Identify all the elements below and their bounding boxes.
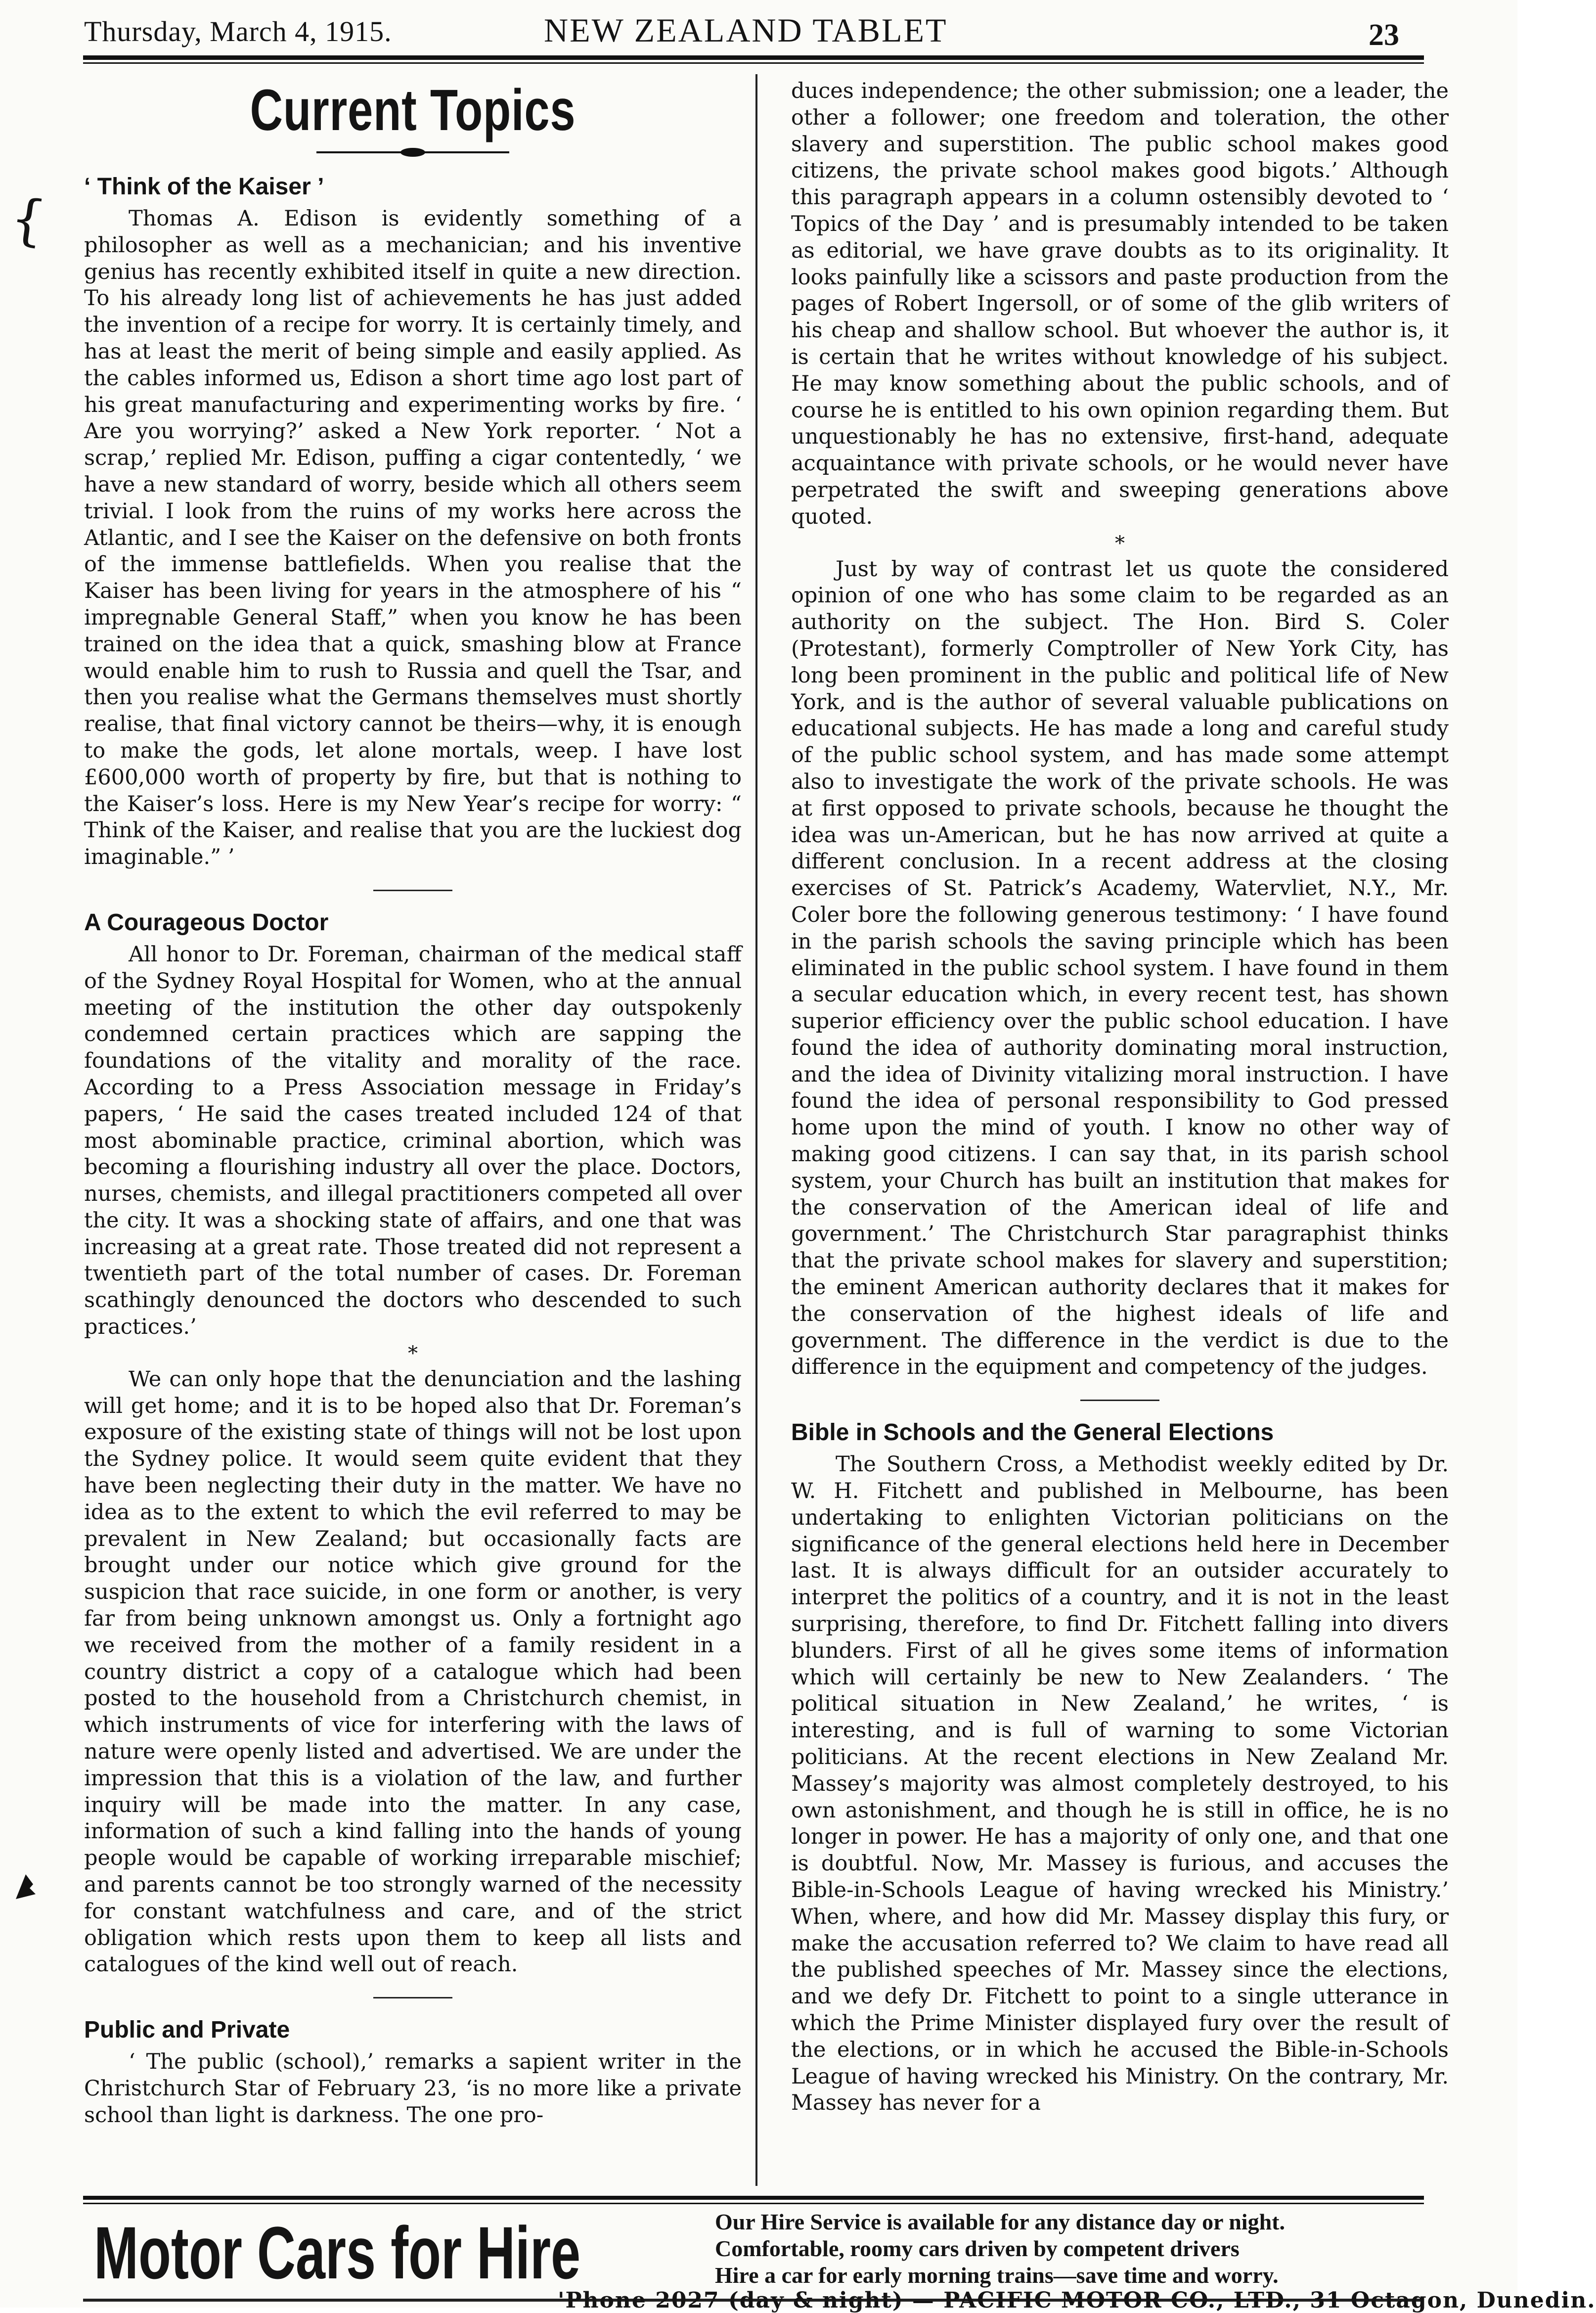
issue-date: Thursday, March 4, 1915. xyxy=(84,15,392,47)
page-number: 23 xyxy=(1369,18,1399,52)
star-separator: * xyxy=(1115,532,1125,555)
left-column xyxy=(84,74,742,2129)
margin-pointer-icon xyxy=(11,1864,41,1904)
star-separator: * xyxy=(408,1342,418,1365)
heading-public-and-private: Public and Private xyxy=(84,2017,290,2043)
right-column xyxy=(791,78,1449,2117)
article-paragraph-continued: duces independence; the other submission; one a leader, the other a follower; one freedom and toleration, the other slavery and superstition. The public school makes good citizens, the private school makes good bigots.’ Although this paragraph appears in a column ostensibly devoted to ‘ Topics of the Day ’ and is presumably intended to be taken as editorial, we have grave doubts as to its originality. It looks painfully like a scissors and paste production from the pages of Robert Ingersoll, or of some of the glib writers of his cheap and shallow school. But whoever the author is, it is certain that he writes without knowledge of his subject. He may know something about the public schools, and of course he is entitled to his own opinion regarding them. But unquestionably he has no extensive, first-hand, adequate acquaintance with private schools, or he would never have perpetrated the swift and sweeping generations above quoted. xyxy=(791,79,1449,529)
header-rule-thick xyxy=(83,55,1424,60)
margin-brace-mark: { xyxy=(6,185,50,254)
heading-a-courageous-doctor: A Courageous Doctor xyxy=(84,909,329,936)
section-separator xyxy=(373,1997,452,1998)
advert-line: Comfortable, roomy cars driven by competent drivers xyxy=(715,2236,1240,2261)
section-separator xyxy=(373,890,452,891)
advert-footer-text: 'Phone 2027 (day & night) — PACIFIC MOTOR CO., LTD., 31 Octagon, Dunedin. xyxy=(558,2288,1596,2313)
article-paragraph: All honor to Dr. Foreman, chairman of the medical staff of the Sydney Royal Hospital for Women, who at the annual meeting of the institution the other day outspokenly condemned certain practices which are sapping the foundations of the vitality and morality of the race. According to a Press Association message in Friday’s papers, ‘ He said the cases treated included 124 of that most abominable practice, criminal abortion, which was becoming a flourishing industry all over the place. Doctors, nurses, chemists, and illegal practitioners competed all over the city. It was a shocking state of affairs, and one that was increasing at a great rate. Those treated did not represent a twentieth part of the total number of cases. Dr. Foreman scathingly denounced the doctors who descended to such practices.’ xyxy=(84,942,742,1340)
advert-line: Hire a car for early morning trains—save time and worry. xyxy=(715,2263,1279,2288)
title-ornament xyxy=(84,142,742,162)
section-separator xyxy=(1080,1400,1159,1401)
publication-title: NEW ZEALAND TABLET xyxy=(544,11,948,49)
advert-footer xyxy=(83,2288,1596,2313)
article-paragraph: We can only hope that the denunciation and the lashing will get home; and it is to be hoped also that Dr. Foreman’s exposure of the existing state of things will not be lost upon the Sydney police. It would seem quite evident that they have been neglecting their duty in the matter. We have no idea as to the extent to which the evil referred to may be prevalent in New Zealand; but occasionally facts are brought under our notice which give ground for the suspicion that race suicide, in one form or another, is very far from being unknown amongst us. Only a fortnight ago we received from the mother of a family resident in a country district a copy of a catalogue which had been posted to the household from a Christchurch chemist, in which instruments of vice for interfering with the laws of nature were openly listed and advertised. We are under the impression that this is a violation of the law, and further inquiry will be made into the matter. In any case, information of such a kind falling into the hands of young people would be capable of working irreparable mischief; and parents cannot be too strongly warned of the necessity for constant watchfulness and care, and of the strict obligation which rests upon them to keep all lists and catalogues of the kind well out of reach. xyxy=(84,1366,742,1977)
column-divider xyxy=(755,74,757,2186)
advert-text xyxy=(715,2209,1427,2289)
article-paragraph: ‘ The public (school),’ remarks a sapient writer in the Christchurch Star of February 23, ‘is no more like a private school than light is darkness. The one pro- xyxy=(84,2049,742,2128)
heading-bible-in-schools: Bible in Schools and the General Elections xyxy=(791,1419,1274,1446)
advert-headline: Motor Cars for Hire xyxy=(94,2211,581,2294)
article-paragraph: Thomas A. Edison is evidently something of a philosopher as well as a mechanician; and his inventive genius has recently exhibited itself in quite a new direction. To his already long list of achievements he has just added the invention of a recipe for worry. It is certainly timely, and has at least the merit of being simple and easily applied. As the cables informed us, Edison a short time ago lost part of his great manufacturing and experimenting works by fire. ‘ Are you worrying?’ asked a New York reporter. ‘ Not a scrap,’ replied Mr. Edison, puffing a cigar contentedly, ‘ we have a new standard of worry, beside which all others seem trivial. I look from the ruins of my works here across the Atlantic, and I see the Kaiser on the defensive on both fronts of the immense battlefields. When you realise that the Kaiser has been living for years in the atmosphere of his “ impregnable General Staff,” when you know he has been trained on the idea that a quick, smashing blow at France would enable him to rush to Russia and quell the Tsar, and then you realise what the Germans themselves must shortly realise, that final victory cannot be theirs—why, it is enough to make the gods, let alone mortals, weep. I have lost £600,000 worth of property by fire, but that is nothing to the Kaiser’s loss. Here is my New Year’s recipe for worry: “ Think of the Kaiser, and realise that you are the luckiest dog imaginable.” ’ xyxy=(84,206,742,870)
page-header xyxy=(84,11,1399,55)
advert-line: Our Hire Service is available for any distance day or night. xyxy=(715,2209,1285,2234)
article-paragraph: The Southern Cross, a Methodist weekly edited by Dr. W. H. Fitchett and published in Melbourne, has been undertaking to enlighten Victorian politicians on the significance of the general elections held here in December last. It is always difficult for an outsider accurately to interpret the politics of a country, and it is not in the least surprising, therefore, to find Dr. Fitchett falling into divers blunders. First of all he gives some items of information which will certainly be new to New Zealanders. ‘ The political situation in New Zealand,’ he writes, ‘ is interesting, and is full of warning to some Victorian politicians. At the recent elections in New Zealand Mr. Massey’s majority was almost completely destroyed, to his own astonishment, and though he is still in office, he is no longer in power. He has a majority of only one, and that one is doubtful. Now, Mr. Massey is furious, and accuses the Bible-in-Schools League of having wrecked his Ministry.’ When, where, and how did Mr. Massey display this fury, or make the accusation referred to? We claim to have read all the published speeches of Mr. Massey since the elections, and we defy Dr. Fitchett to point to a single utterance in which the Prime Minister displayed fury over the result of the elections, or in which he accused the Bible-in-Schools League of having wrecked his Ministry. On the contrary, Mr. Massey has never for a xyxy=(791,1452,1449,2116)
article-paragraph: Just by way of contrast let us quote the considered opinion of one who has some claim to be regarded as an authority on the subject. The Hon. Bird S. Coler (Protestant), formerly Comptroller of New York City, has long been prominent in the public and political life of New York, and is the author of several valuable publications on educational subjects. He has made a long and careful study of the public school system, and has made some attempt also to investigate the work of the private schools. He was at first opposed to private schools, because he thought the idea was un-American, but he has now arrived at quite a different conclusion. In a recent address at the closing exercises of St. Patrick’s Academy, Watervliet, N.Y., Mr. Coler bore the following generous testimony: ‘ I have found in the parish schools the saving principle which has been eliminated in the public school system. I have found in them a secular education which, in every recent test, has shown superior efficiency over the public school education. I have found the idea of authority dominating moral instruction, and the idea of Divinity vitalizing moral instruction. I have found the idea of personal responsibility to God pressed home upon the mind of youth. I know no other way of making good citizens. I can say that, in its parish school system, your Church has built an institution that makes for the conservation of the American ideal of life and government.’ The Christchurch Star paragraphist thinks that the private school makes for slavery and superstition; the eminent American authority declares that it makes for the conservation of the highest ideals of life and government. The difference in the verdict is due to the difference in the equipment and competency of the judges. xyxy=(791,556,1449,1380)
page-title: Current Topics xyxy=(250,78,576,143)
heading-think-of-the-kaiser: ‘ Think of the Kaiser ’ xyxy=(84,174,324,200)
header-rule-thin xyxy=(83,62,1424,64)
advert-rule-thick xyxy=(83,2196,1424,2200)
advert-rule-thin xyxy=(83,2203,1424,2204)
